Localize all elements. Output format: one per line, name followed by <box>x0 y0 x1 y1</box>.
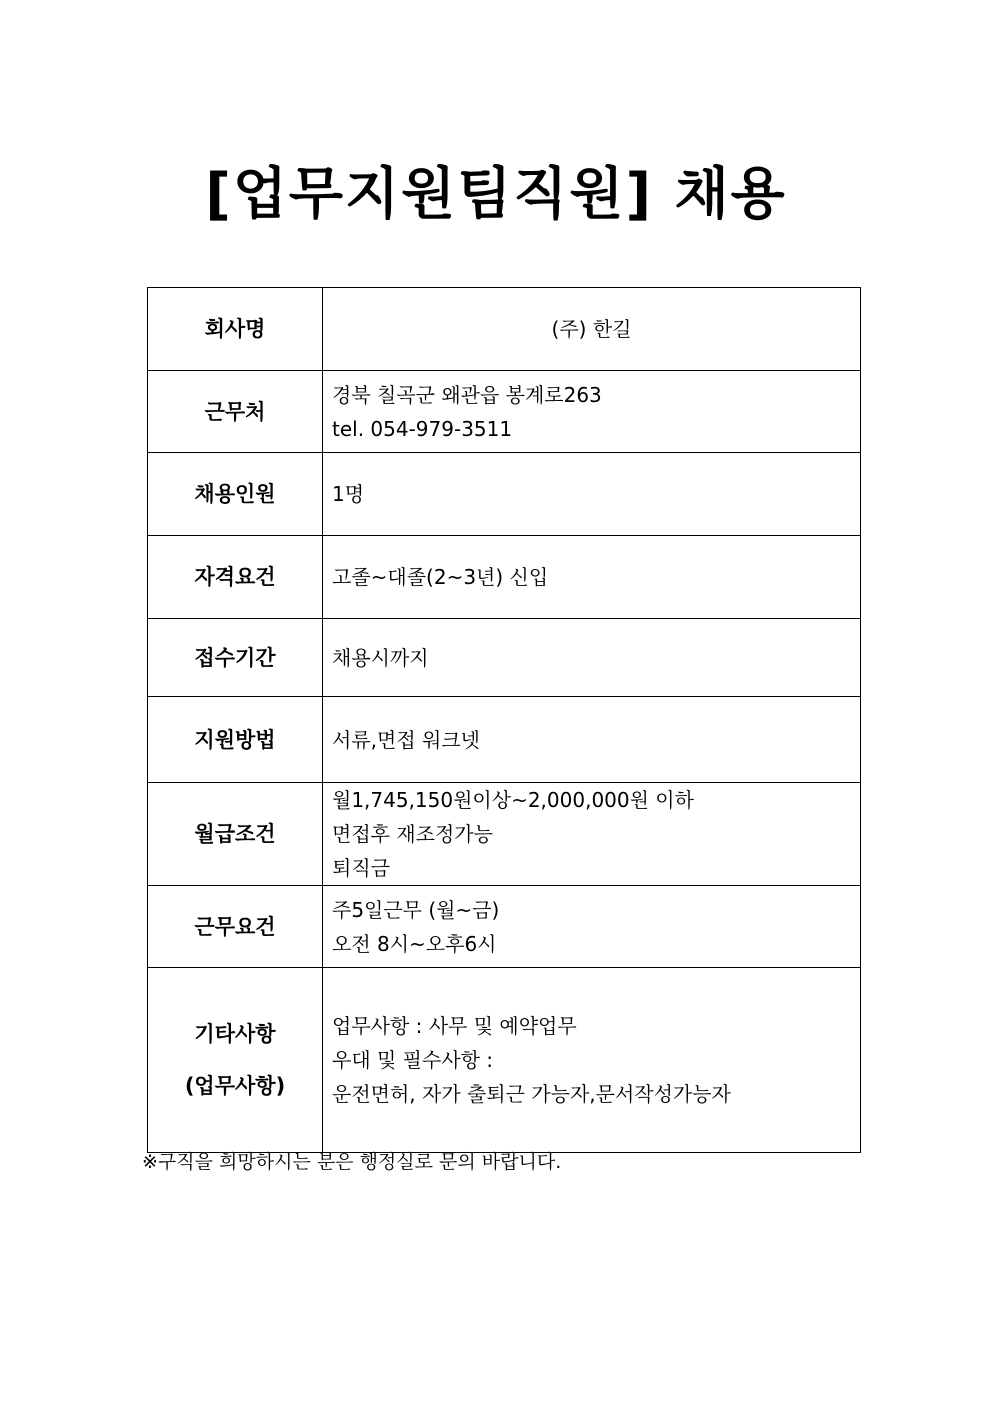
row-value: 고졸~대졸(2~3년) 신입 <box>323 536 861 619</box>
row-value: 주5일근무 (월~금) 오전 8시~오후6시 <box>323 886 861 968</box>
footnote: ※구직을 희망하시는 분은 행정실로 문의 바랍니다. <box>142 1151 562 1173</box>
table-row-qualification <box>148 536 861 619</box>
row-label: 월급조건 <box>148 783 323 886</box>
table-row-application-period <box>148 619 861 697</box>
table-row-other <box>148 968 861 1153</box>
table-row-company <box>148 288 861 371</box>
row-value: 월1,745,150원이상~2,000,000원 이하 면접후 재조정가능 퇴직금 <box>323 783 861 886</box>
row-label: 기타사항 (업무사항) <box>148 968 323 1153</box>
table-row-application-method <box>148 697 861 783</box>
row-value: 서류,면접 워크넷 <box>323 697 861 783</box>
row-value: (주) 한길 <box>323 288 861 371</box>
page-title: [업무지원팀직원] 채용 <box>205 162 787 227</box>
table-row-work-conditions <box>148 886 861 968</box>
row-label: 근무처 <box>148 371 323 453</box>
job-posting-table <box>147 287 861 1153</box>
row-value: 1명 <box>323 453 861 536</box>
row-label: 채용인원 <box>148 453 323 536</box>
row-label: 지원방법 <box>148 697 323 783</box>
table-row-workplace <box>148 371 861 453</box>
row-label: 자격요건 <box>148 536 323 619</box>
row-label: 회사명 <box>148 288 323 371</box>
table-row-headcount <box>148 453 861 536</box>
row-value: 경북 칠곡군 왜관읍 봉계로263 tel. 054-979-3511 <box>323 371 861 453</box>
row-value: 채용시까지 <box>323 619 861 697</box>
row-label: 접수기간 <box>148 619 323 697</box>
row-label: 근무요건 <box>148 886 323 968</box>
row-value: 업무사항 : 사무 및 예약업무 우대 및 필수사항 : 운전면허, 자가 출퇴근 가능자,문서작성가능자 <box>323 968 861 1153</box>
table-row-salary <box>148 783 861 886</box>
